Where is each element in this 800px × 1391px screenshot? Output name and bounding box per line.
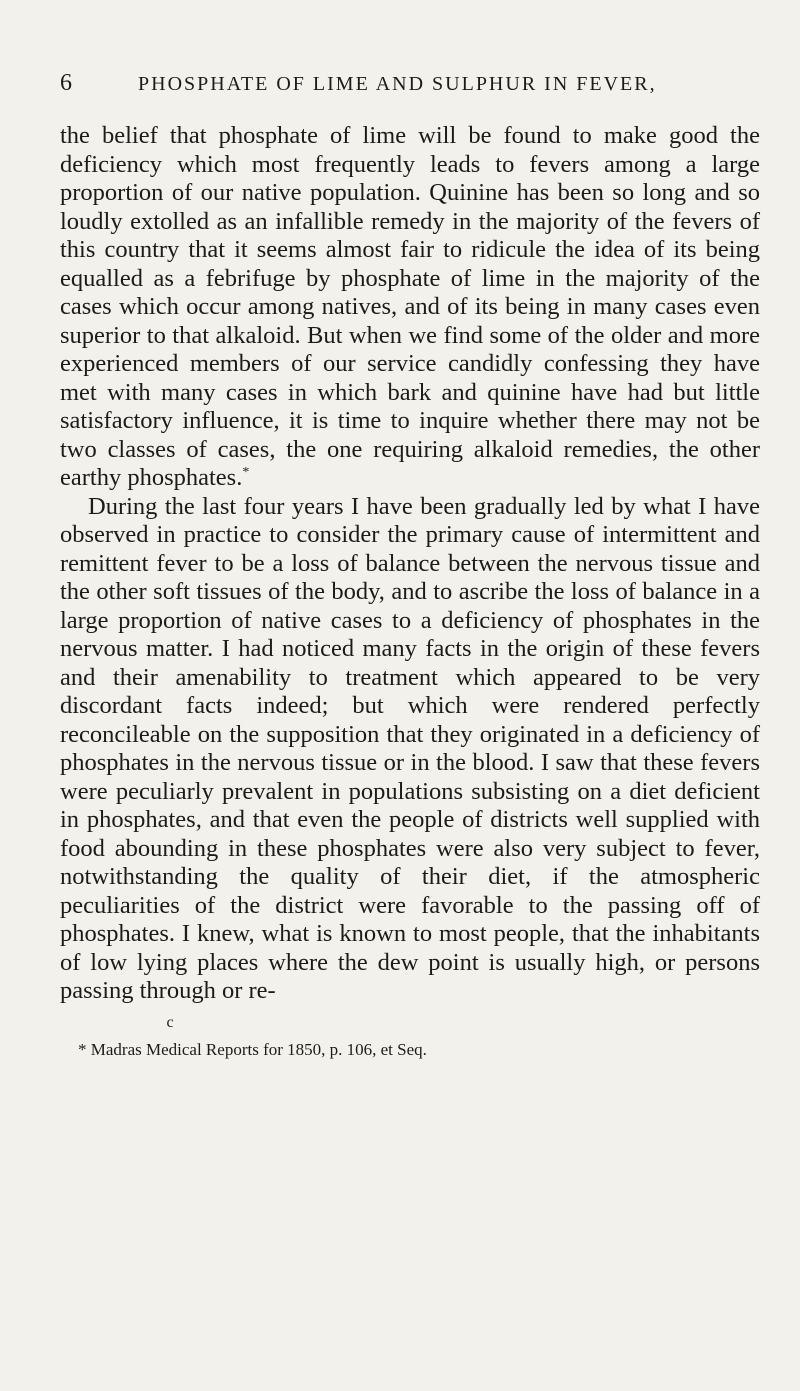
paragraph-1-text: the belief that phosphate of lime will be found to make good the deficiency which most frequently leads to fevers among a large proportion of our native population. Quinine has been so long and so loudly extolled as an infallible remedy in the majority of the fevers of this country that it seems almost fair to ridicule the idea of its being equalled as a febrifuge by phosphate of lime in the majority of the cases which occur among natives, and of its being in many cases even superior to that alkaloid. But when we find some of the older and more experienced members of our service candidly confessing they have met with many cases in which bark and quinine have had but little satisfactory influence, it is time to inquire whether there may not be two classes of cases, the one requiring alkaloid remedies, the other earthy phosphates. (60, 122, 760, 491)
paragraph-2 (60, 493, 760, 1006)
book-page (60, 70, 760, 1060)
footnote: * Madras Medical Reports for 1850, p. 106, et Seq. (78, 1039, 427, 1059)
body-text (60, 122, 760, 1006)
footnote-marker: * (242, 464, 250, 480)
running-header (60, 70, 760, 110)
paragraph-1 (60, 122, 760, 493)
paragraph-2-text: During the last four years I have been gradually led by what I have observed in practice to consider the primary cause of intermittent and remittent fever to be a loss of balance between the nervous tissue and the other soft tissues of the body, and to ascribe the loss of balance in a large proportion of native cases to a deficiency of phosphates in the nervous matter. I had noticed many facts in the origin of these fevers and their amenability to treatment which appeared to be very discordant facts indeed; but which were rendered perfectly reconcileable on the supposition that they originated in a deficiency of phosphates in the nervous tissue or in the blood. I saw that these fevers were peculiarly prevalent in populations subsisting on a diet deficient in phosphates, and that even the people of districts well supplied with food abounding in these phosphates were also very subject to fever, notwithstanding the quality of their diet, if the atmospheric peculiarities of the district were favorable to the passing off of phosphates. I knew, what is known to most people, that the inhabitants of low lying places where the dew point is usually high, or persons passing through or re- (60, 492, 760, 1004)
running-header-title: PHOSPHATE OF LIME AND SULPHUR IN FEVER, (138, 73, 657, 95)
page-number: 6 (60, 70, 74, 96)
page-mark: c (166, 1013, 174, 1031)
